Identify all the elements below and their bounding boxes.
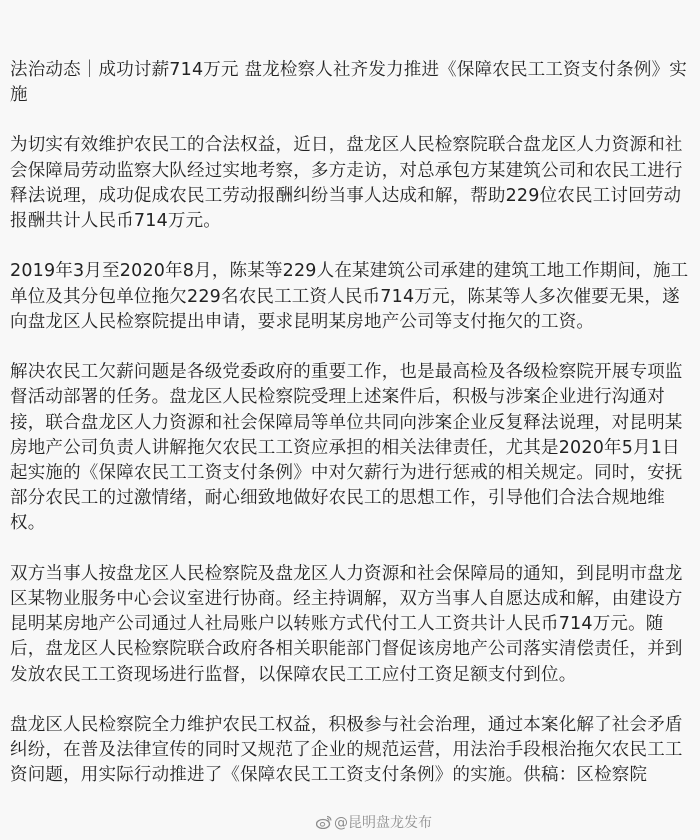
watermark [316,812,432,832]
watermark-text: @昆明盘龙发布 [334,815,432,831]
weibo-logo-icon [316,815,332,829]
article [10,58,694,814]
paragraph-3: 解决农民工欠薪问题是各级党委政府的重要工作，也是最高检及各级检察院开展专项监督活动部署的任务。盘龙区人民检察院受理上述案件后，积极与涉案企业进行沟通对接，联合盘龙区人力资源和社会保障局等单位共同向涉案企业反复释法说理，对昆明某房地产公司负责人讲解拖欠农民工工资应承担的相关法律责任，尤其是2020年5月1日起实施的《保障农民工工资支付条例》中对欠薪行为进行惩戒的相关规定。同时，安抚部分农民工的过激情绪，耐心细致地做好农民工的思想工作，引导他们合法合规地维权。 [10,362,683,534]
paragraph-2: 2019年3月至2020年8月，陈某等229人在某建筑公司承建的建筑工地工作期间，施工单位及其分包单位拖欠229名农民工工资人民币714万元，陈某等人多次催要无果，遂向盘龙区人民检察院提出申请，要求昆明某房地产公司等支付拖欠的工资。 [10,261,689,332]
paragraph-4: 双方当事人按盘龙区人民检察院及盘龙区人力资源和社会保障局的通知，到昆明市盘龙区某物业服务中心会议室进行协商。经主持调解，双方当事人自愿达成和解，由建设方昆明某房地产公司通过人社局账户以转账方式代付工人工资共计人民币714万元。随后，盘龙区人民检察院联合政府各相关职能部门督促该房地产公司落实清偿责任，并到发放农民工工资现场进行监督，以保障农民工工应付工资足额支付到位。 [10,563,683,685]
paragraph-5: 盘龙区人民检察院全力维护农民工权益，积极参与社会治理，通过本案化解了社会矛盾纠纷，在普及法律宣传的同时又规范了企业的规范运营，用法治手段根治拖欠农民工工资问题，用实际行动推进了《保障农民工工资支付条例》的实施。供稿：区检察院 [10,715,683,786]
paragraph-1: 为切实有效维护农民工的合法权益，近日，盘龙区人民检察院联合盘龙区人力资源和社会保障局劳动监察大队经过实地考察，多方走访，对总承包方某建筑公司和农民工进行释法说理，成功促成农民工劳动报酬纠纷当事人达成和解，帮助229位农民工讨回劳动报酬共计人民币714万元。 [10,135,683,232]
article-title: 法治动态｜成功讨薪714万元 盘龙检察人社齐发力推进《保障农民工工资支付条例》实施 [10,60,687,106]
